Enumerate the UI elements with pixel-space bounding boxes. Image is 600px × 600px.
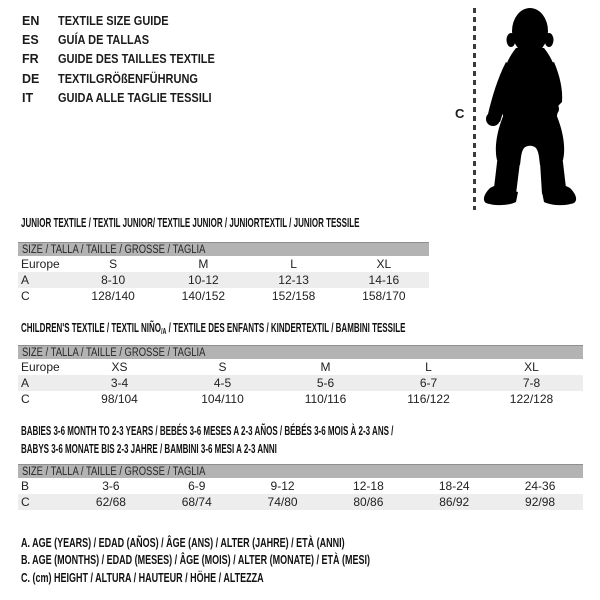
section-heading-junior: [21, 214, 550, 232]
footnote-line: [21, 535, 506, 552]
table-row: [18, 272, 429, 288]
size-cell: L: [290, 257, 297, 271]
size-cell: M: [320, 360, 331, 374]
heading-text: /A: [160, 326, 167, 336]
section-heading-babies: [21, 422, 600, 458]
heading-line: [21, 440, 393, 458]
height-measure-label: C: [455, 106, 465, 121]
size-cell: XL: [524, 360, 539, 374]
size-header-band: [18, 345, 583, 359]
size-header-text: SIZE / TALLA / TAILLE / GRÖSSE / TAGLIA: [22, 243, 206, 256]
size-cell: 9-12: [270, 479, 295, 493]
language-title-list: [22, 11, 236, 108]
row-label: C: [21, 495, 30, 509]
row-label: C: [21, 392, 30, 406]
size-header-text: SIZE / TALLA / TAILLE / GRÖSSE / TAGLIA: [22, 346, 206, 359]
language-title: GUÍA DE TALLAS: [58, 33, 150, 48]
language-code: FR: [22, 52, 39, 67]
table-row: [18, 288, 429, 304]
language-row: [22, 11, 236, 30]
size-cell: 104/110: [201, 392, 244, 406]
size-cell: 18-24: [438, 479, 470, 493]
size-cell: 4-5: [213, 376, 232, 390]
language-title: TEXTILE SIZE GUIDE: [58, 13, 169, 28]
heading-text: / TEXTILE DES ENFANTS / KINDERTEXTIL / BAMBINI TESSILE: [166, 321, 406, 335]
size-cell: 10-12: [188, 273, 219, 287]
size-header-band: [18, 242, 429, 256]
language-code: EN: [22, 13, 40, 28]
language-title: GUIDE DES TAILLES TEXTILE: [58, 52, 215, 67]
language-title: GUIDA ALLE TAGLIE TESSILI: [58, 91, 212, 106]
size-table-children: [18, 345, 583, 407]
size-cell: 98/104: [101, 392, 138, 406]
table-row: [18, 494, 583, 510]
heading-text: CHILDREN'S TEXTILE / TEXTIL NIÑO: [21, 321, 161, 335]
size-table-junior: [18, 242, 429, 304]
heading-line: [21, 319, 405, 337]
section-heading-children: [21, 319, 600, 337]
row-label: Europe: [21, 360, 60, 374]
size-cell: 8-10: [101, 273, 126, 287]
table-row: [18, 391, 583, 407]
heading-line: [21, 422, 393, 440]
size-cell: 74/80: [267, 495, 298, 509]
footnote-text: B. AGE (MONTHS) / EDAD (MESES) / ÂGE (MOIS) / ALTER (MONATE) / ETÀ (MESI): [21, 553, 370, 568]
size-cell: XS: [111, 360, 128, 374]
language-code: IT: [22, 91, 34, 106]
row-label: B: [21, 479, 30, 493]
heading-text: BABYS 3-6 MONATE BIS 2-3 JAHRE / BAMBINI 3-6 MESI A 2-3 ANNI: [21, 442, 277, 456]
table-row: [18, 478, 583, 494]
size-cell: 6-7: [419, 376, 438, 390]
table-row: [18, 359, 583, 375]
size-cell: 92/98: [525, 495, 556, 509]
size-cell: 122/128: [509, 392, 554, 406]
language-row: [22, 30, 236, 49]
size-cell: M: [198, 257, 209, 271]
size-cell: 116/122: [407, 392, 450, 406]
footnotes: [21, 535, 506, 587]
size-cell: 14-16: [368, 273, 400, 287]
size-cell: S: [218, 360, 227, 374]
language-code: ES: [22, 33, 39, 48]
size-cell: S: [109, 257, 118, 271]
size-cell: 86/92: [439, 495, 470, 509]
size-cell: 158/170: [362, 289, 406, 303]
size-cell: 62/68: [95, 495, 126, 509]
language-code: DE: [22, 71, 40, 86]
row-label: A: [21, 273, 30, 287]
language-row: [22, 50, 236, 69]
size-cell: 152/158: [271, 289, 316, 303]
size-cell: 140/152: [181, 289, 226, 303]
size-cell: 3-4: [110, 376, 129, 390]
footnote-line: [21, 552, 506, 569]
size-header-text: SIZE / TALLA / TAILLE / GRÖSSE / TAGLIA: [22, 465, 206, 478]
language-title: TEXTILGRÖßENFÜHRUNG: [58, 71, 198, 86]
size-header-band: [18, 464, 583, 478]
baby-silhouette-icon: [480, 2, 580, 210]
size-cell: L: [425, 360, 432, 374]
size-cell: 24-36: [524, 479, 556, 493]
footnote-text: A. AGE (YEARS) / EDAD (AÑOS) / ÂGE (ANS) / ALTER (JAHRE) / ETÀ (ANNI): [21, 536, 345, 550]
heading-text: BABIES 3-6 MONTH TO 2-3 YEARS / BEBÉS 3-6 MESES A 2-3 AÑOS / BÉBÉS 3-6 MOIS À 2-3 ANS /: [21, 424, 394, 438]
size-cell: 128/140: [91, 289, 135, 303]
size-cell: XL: [376, 257, 392, 271]
table-row: [18, 256, 429, 272]
table-row: [18, 375, 583, 391]
heading-line: [21, 214, 359, 232]
heading-text: JUNIOR TEXTILE / TEXTIL JUNIOR/ TEXTILE JUNIOR / JUNIORTEXTIL / JUNIOR TESSILE: [21, 216, 360, 230]
size-cell: 3-6: [102, 479, 120, 493]
size-cell: 12-13: [278, 273, 309, 287]
size-table-babies: [18, 464, 583, 510]
size-cell: 6-9: [188, 479, 206, 493]
row-label: Europe: [21, 257, 60, 271]
footnote-text: C. (cm) HEIGHT / ALTURA / HAUTEUR / HÖHE / ALTEZZA: [21, 570, 264, 585]
size-cell: 7-8: [522, 376, 541, 390]
size-cell: 12-18: [353, 479, 384, 493]
size-cell: 80/86: [353, 495, 384, 509]
row-label: C: [21, 289, 30, 303]
language-row: [22, 89, 236, 108]
language-row: [22, 69, 236, 88]
height-measure-line: [473, 8, 476, 210]
row-label: A: [21, 376, 30, 390]
size-cell: 68/74: [181, 495, 212, 509]
size-cell: 5-6: [316, 376, 335, 390]
footnote-line: [21, 570, 506, 587]
size-cell: 110/116: [304, 392, 347, 406]
